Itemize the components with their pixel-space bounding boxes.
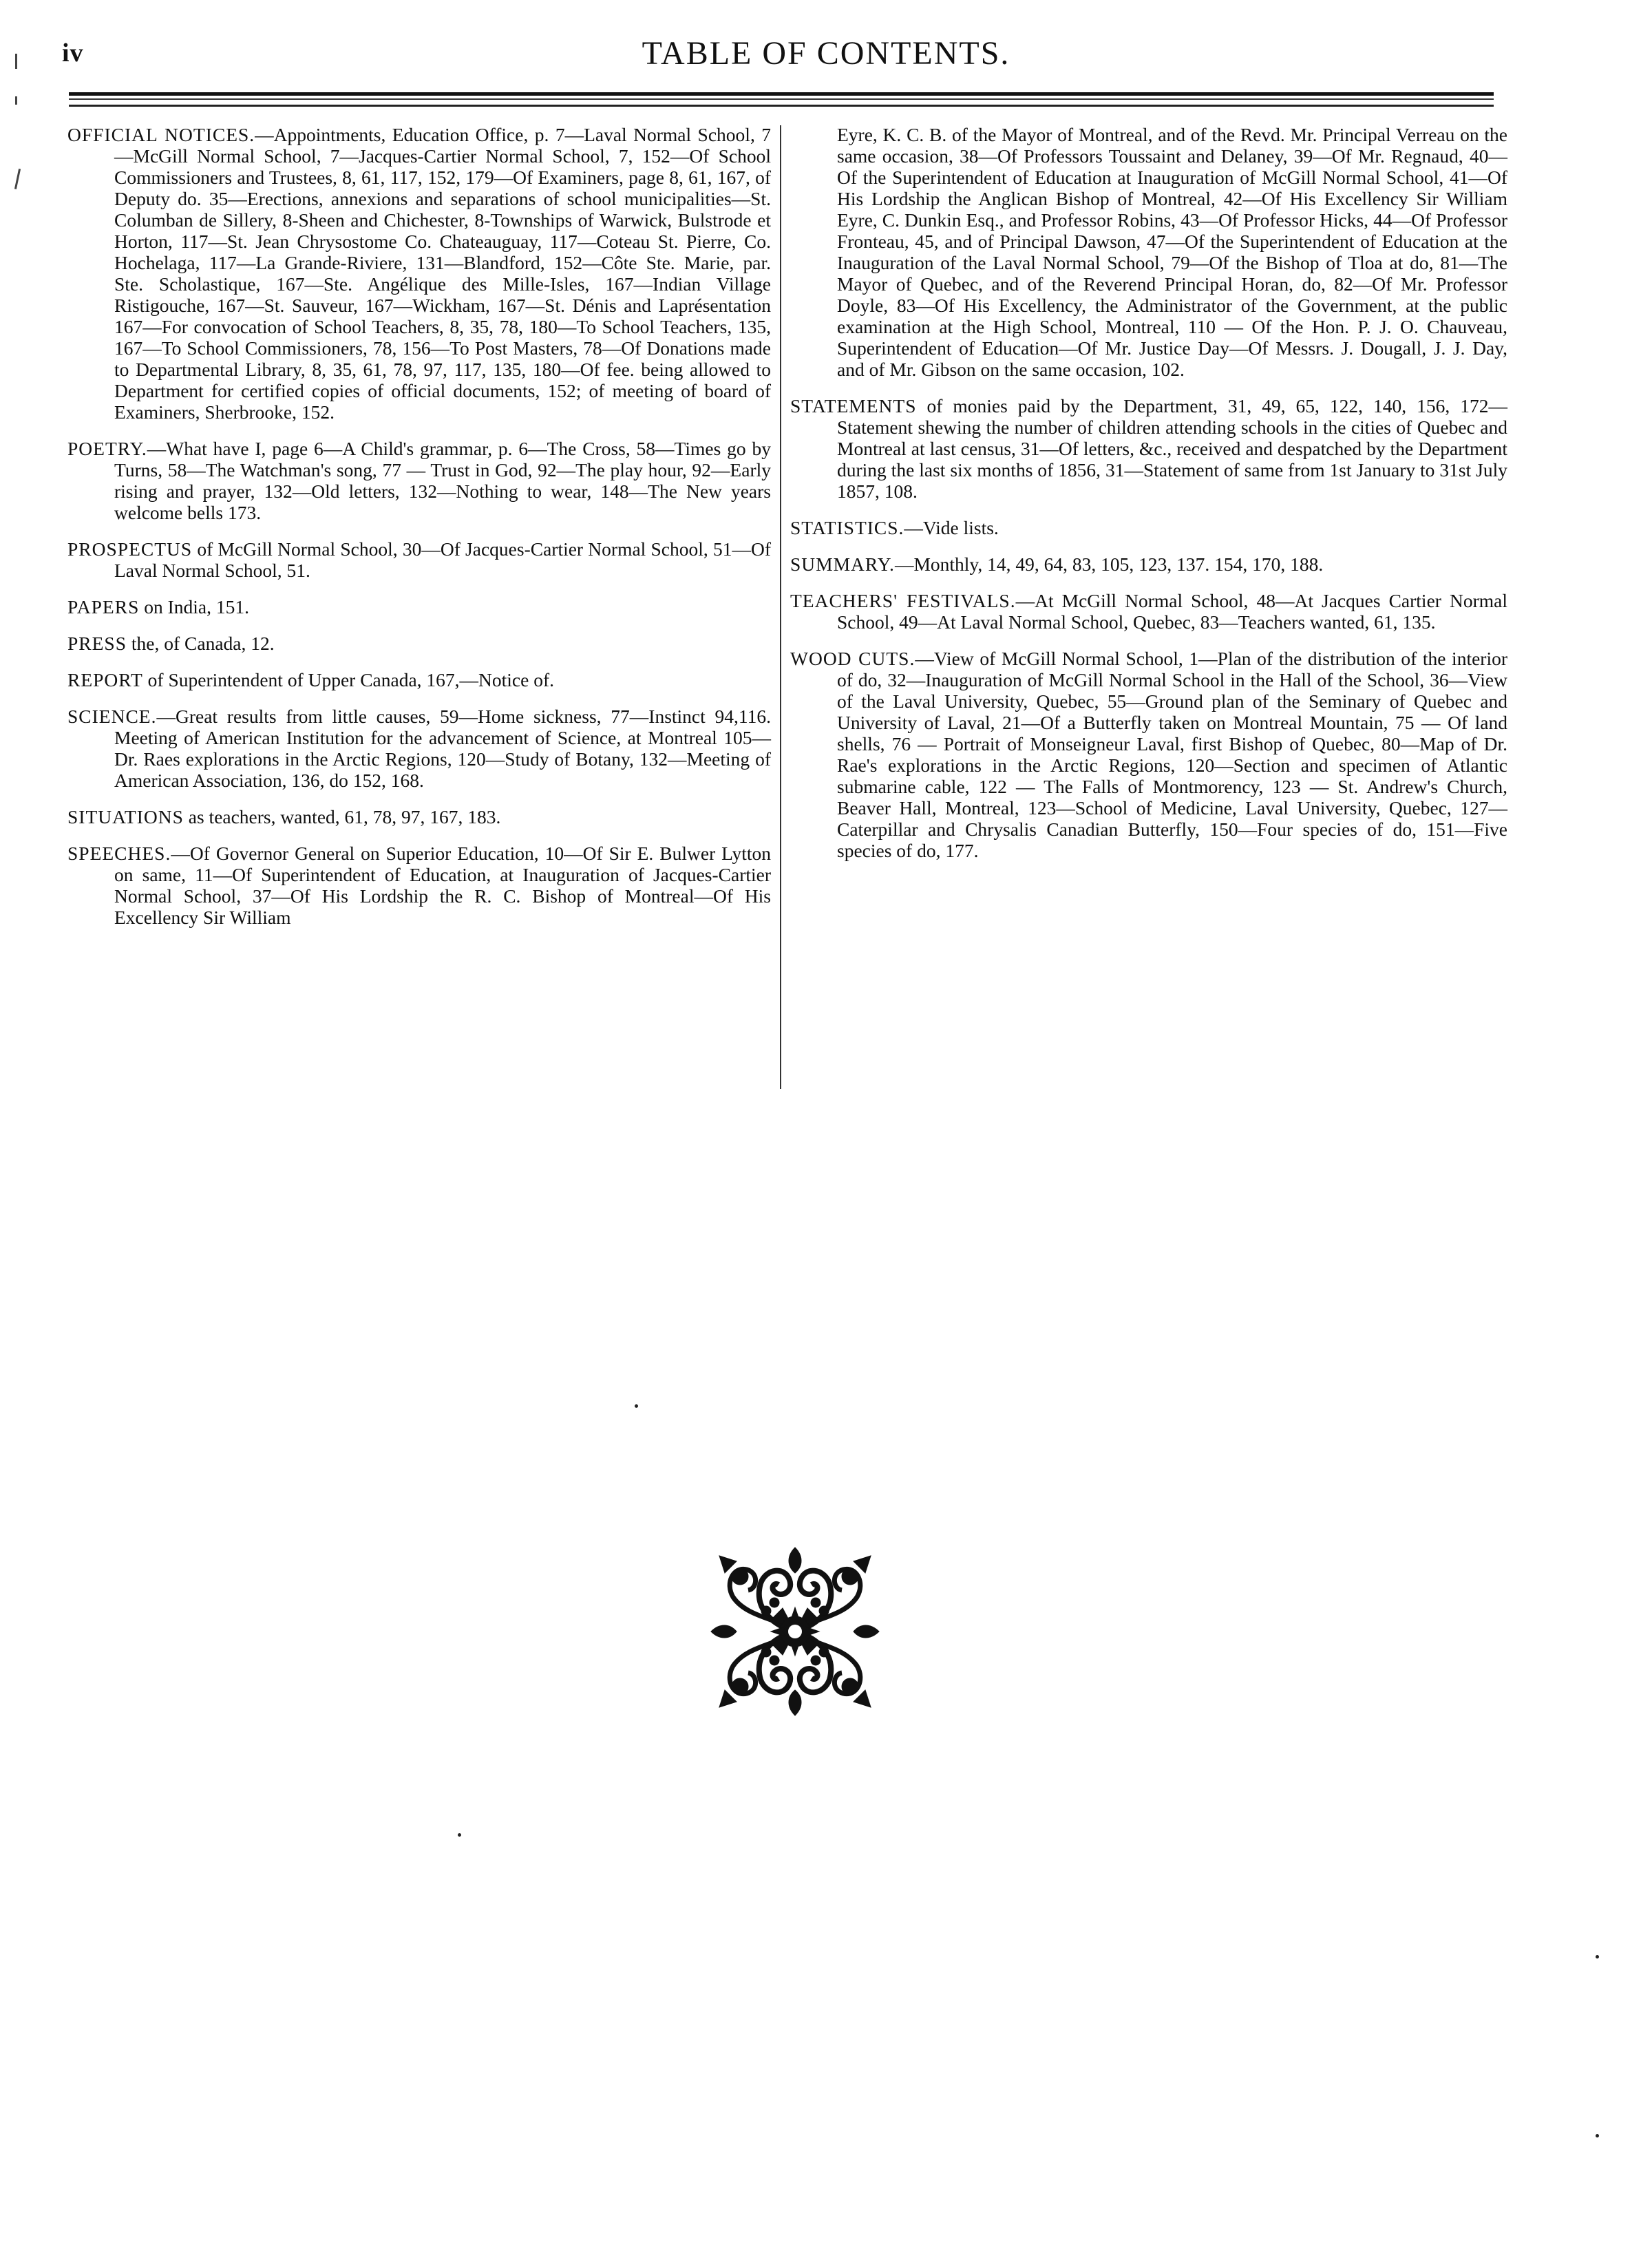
entry-heading: REPORT: [67, 669, 143, 690]
header-rule-thick: [69, 92, 1494, 96]
entry-heading: POETRY.: [67, 438, 147, 459]
entry-text: of Superintendent of Upper Canada, 167,—Notice of.: [142, 669, 554, 690]
margin-mark: [15, 54, 17, 69]
entry-text: —Appointments, Education Office, p. 7—Laval Normal School, 7—McGill Normal School, 7—Jacques-Cartier Normal School, 7, 152—Of School Commissioners and Trustees, 8, 61, 117, 152, 179—Of Examiners, page 8, 61, 167, of Deputy do. 35—Erections, annexions and separations of school municipalities—St. Columban de Sillery, 8-Sheen and Chichester, 8-Townships of Warwick, Bulstrode et Horton, 117—St. Jean Chrysostome Co. Chateauguay, 117—Coteau St. Pierre, Co. Hochelaga, 117—La Grande-Riviere, 131—Blandford, 152—Côte Ste. Marie, par. Ste. Scholastique, 167—Ste. Angélique des Mille-Isles, 167—Indian Village Ristigouche, 167—St. Sauveur, 167—Wickham, 167—St. Dénis and Laprésentation 167—For convocation of School Teachers, 8, 35, 78, 180—To School Teachers, 135, 167—To School Commissioners, 78, 156—To Post Masters, 78—Of Donations made to Departmental Library, 8, 35, 61, 78, 97, 117, 135, 180—Of fee. being allowed to Department for certified copies of official documents, 152; of meeting of board of Examiners, Sherbrooke, 152.: [114, 124, 772, 423]
index-entry-teachers-festivals: [790, 590, 1507, 633]
entry-text: of McGill Normal School, 30—Of Jacques-Cartier Normal School, 51—Of Laval Normal School, 51.: [114, 538, 771, 581]
index-entry-statements: [790, 395, 1507, 502]
running-head: TABLE OF CONTENTS.: [642, 35, 1010, 72]
entry-text: —View of McGill Normal School, 1—Plan of the distribution of the interior of do, 32—Inauguration of McGill Normal School in the Hall of the School, 36—View of the Laval University, Quebec, 55—Ground plan of the Seminary of Quebec and University of Laval, 21—Of a Butterfly taken on Montreal Mountain, 75 — Of land shells, 76 — Portrait of Monseigneur Laval, first Bishop of Quebec, 80—Map of Dr. Rae's explorations in the Arctic Regions, 120—Section and specimen of Atlantic submarine cable, 122 — The Falls of Montmorency, 123 — St. Andrew's Church, Beaver Hall, Montreal, 123—School of Medicine, Laval University, Quebec, 127—Caterpillar and Chrysalis Canadian Butterfly, 150—Four species of do, 151—Five species of do, 177.: [837, 648, 1507, 861]
column-divider: [780, 125, 781, 1089]
entry-heading: STATEMENTS: [790, 395, 917, 416]
entry-heading: SUMMARY.: [790, 553, 895, 575]
entry-heading: OFFICIAL NOTICES.: [67, 124, 255, 145]
entry-text: Eyre, K. C. B. of the Mayor of Montreal, and of the Revd. Mr. Principal Verreau on the same occasion, 38—Of Professors Toussaint and Delaney, 39—Of Mr. Regnaud, 40—Of the Superintendent of Education at Inauguration of McGill Normal School, 41—Of His Lordship the Anglican Bishop of Montreal, 42—Of His Excellency Sir William Eyre, C. Dunkin Esq., and Professor Robins, 43—Of Professor Hicks, 44—Of Professor Fronteau, 45, and of Principal Dawson, 47—Of the Superintendent of Education at the Inauguration of the Laval Normal School, 79—Of the Bishop of Tloa at do, 81—The Mayor of Quebec, and of the Reverend Principal Horan, do, 82—Of Mr. Professor Doyle, 83—Of His Excellency, the Administrator of the Government, at the public examination at the High School, Montreal, 110 — Of the Hon. P. J. O. Chauveau, Superintendent of Education—Of Mr. Justice Day—Of Messrs. J. Dougall, J. J. Day, and of Mr. Gibson on the same occasion, 102.: [837, 124, 1507, 380]
page-number: iv: [62, 39, 84, 67]
header-rule-bottom: [69, 105, 1494, 107]
index-entry-science: [67, 706, 771, 791]
entry-text: of monies paid by the Department, 31, 49, 65, 122, 140, 156, 172—Statement shewing the number of children attending schools in the cities of Quebec and Montreal at last census, 31—Of letters, &c., received and despatched by the Department during the last six months of 1856, 31—Statement of same from 1st January to 31st July 1857, 108.: [837, 395, 1507, 502]
index-entry-report: [67, 669, 771, 690]
entry-text: —Great results from little causes, 59—Home sickness, 77—Instinct 94,116. Meeting of American Institution for the advancement of Science, at Montreal 105—Dr. Raes explorations in the Arctic Regions, 120—Study of Botany, 132—Meeting of American Association, 136, do 152, 168.: [114, 706, 771, 791]
index-entry-statistics: [790, 517, 1507, 538]
entry-text: on India, 151.: [139, 596, 249, 617]
entry-text: —What have I, page 6—A Child's grammar, p. 6—The Cross, 58—Times go by Turns, 58—The Watchman's song, 77 — Trust in God, 92—The play hour, 92—Early rising and prayer, 132—Old letters, 132—Nothing to wear, 148—The New years welcome bells 173.: [114, 438, 771, 523]
entry-text: as teachers, wanted, 61, 78, 97, 167, 183.: [183, 806, 501, 827]
entry-heading: SCIENCE.: [67, 706, 157, 727]
print-speck: [1596, 2134, 1599, 2137]
right-column: [790, 124, 1507, 876]
header-rule-thin: [69, 98, 1494, 100]
margin-mark: [14, 169, 21, 189]
entry-heading: PAPERS: [67, 596, 140, 617]
index-entry-poetry: [67, 438, 771, 523]
entry-heading: WOOD CUTS.: [790, 648, 915, 669]
entry-heading: PROSPECTUS: [67, 538, 193, 560]
index-entry-wood-cuts: [790, 648, 1507, 861]
index-entry-summary: [790, 553, 1507, 575]
entry-heading: SPEECHES.: [67, 843, 171, 864]
index-entry-papers: [67, 596, 771, 617]
entry-heading: TEACHERS' FESTIVALS.: [790, 590, 1016, 611]
entry-heading: STATISTICS.: [790, 517, 904, 538]
fleuron-ornament-icon: [706, 1542, 885, 1721]
index-entry-press: [67, 633, 771, 654]
margin-mark: [15, 96, 17, 105]
left-column: [67, 124, 771, 943]
print-speck: [458, 1833, 461, 1837]
print-speck: [1596, 1955, 1599, 1958]
entry-text: —Vide lists.: [904, 517, 999, 538]
entry-text: the, of Canada, 12.: [127, 633, 275, 654]
index-entry-speeches: [67, 843, 771, 928]
entry-text: —At McGill Normal School, 48—At Jacques Cartier Normal School, 49—At Laval Normal School, Quebec, 83—Teachers wanted, 61, 135.: [837, 590, 1507, 633]
index-entry-prospectus: [67, 538, 771, 581]
print-speck: [635, 1404, 638, 1408]
entry-heading: PRESS: [67, 633, 127, 654]
index-entry-official-notices: [67, 124, 771, 423]
index-entry-speeches-continued: [790, 124, 1507, 380]
index-entry-situations: [67, 806, 771, 827]
entry-heading: SITUATIONS: [67, 806, 184, 827]
entry-text: —Of Governor General on Superior Education, 10—Of Sir E. Bulwer Lytton on same, 11—Of Superintendent of Education, at Inauguration of Jacques-Cartier Normal School, 37—Of His Lordship the R. C. Bishop of Montreal—Of His Excellency Sir William: [114, 843, 771, 928]
entry-text: —Monthly, 14, 49, 64, 83, 105, 123, 137. 154, 170, 188.: [894, 553, 1324, 575]
